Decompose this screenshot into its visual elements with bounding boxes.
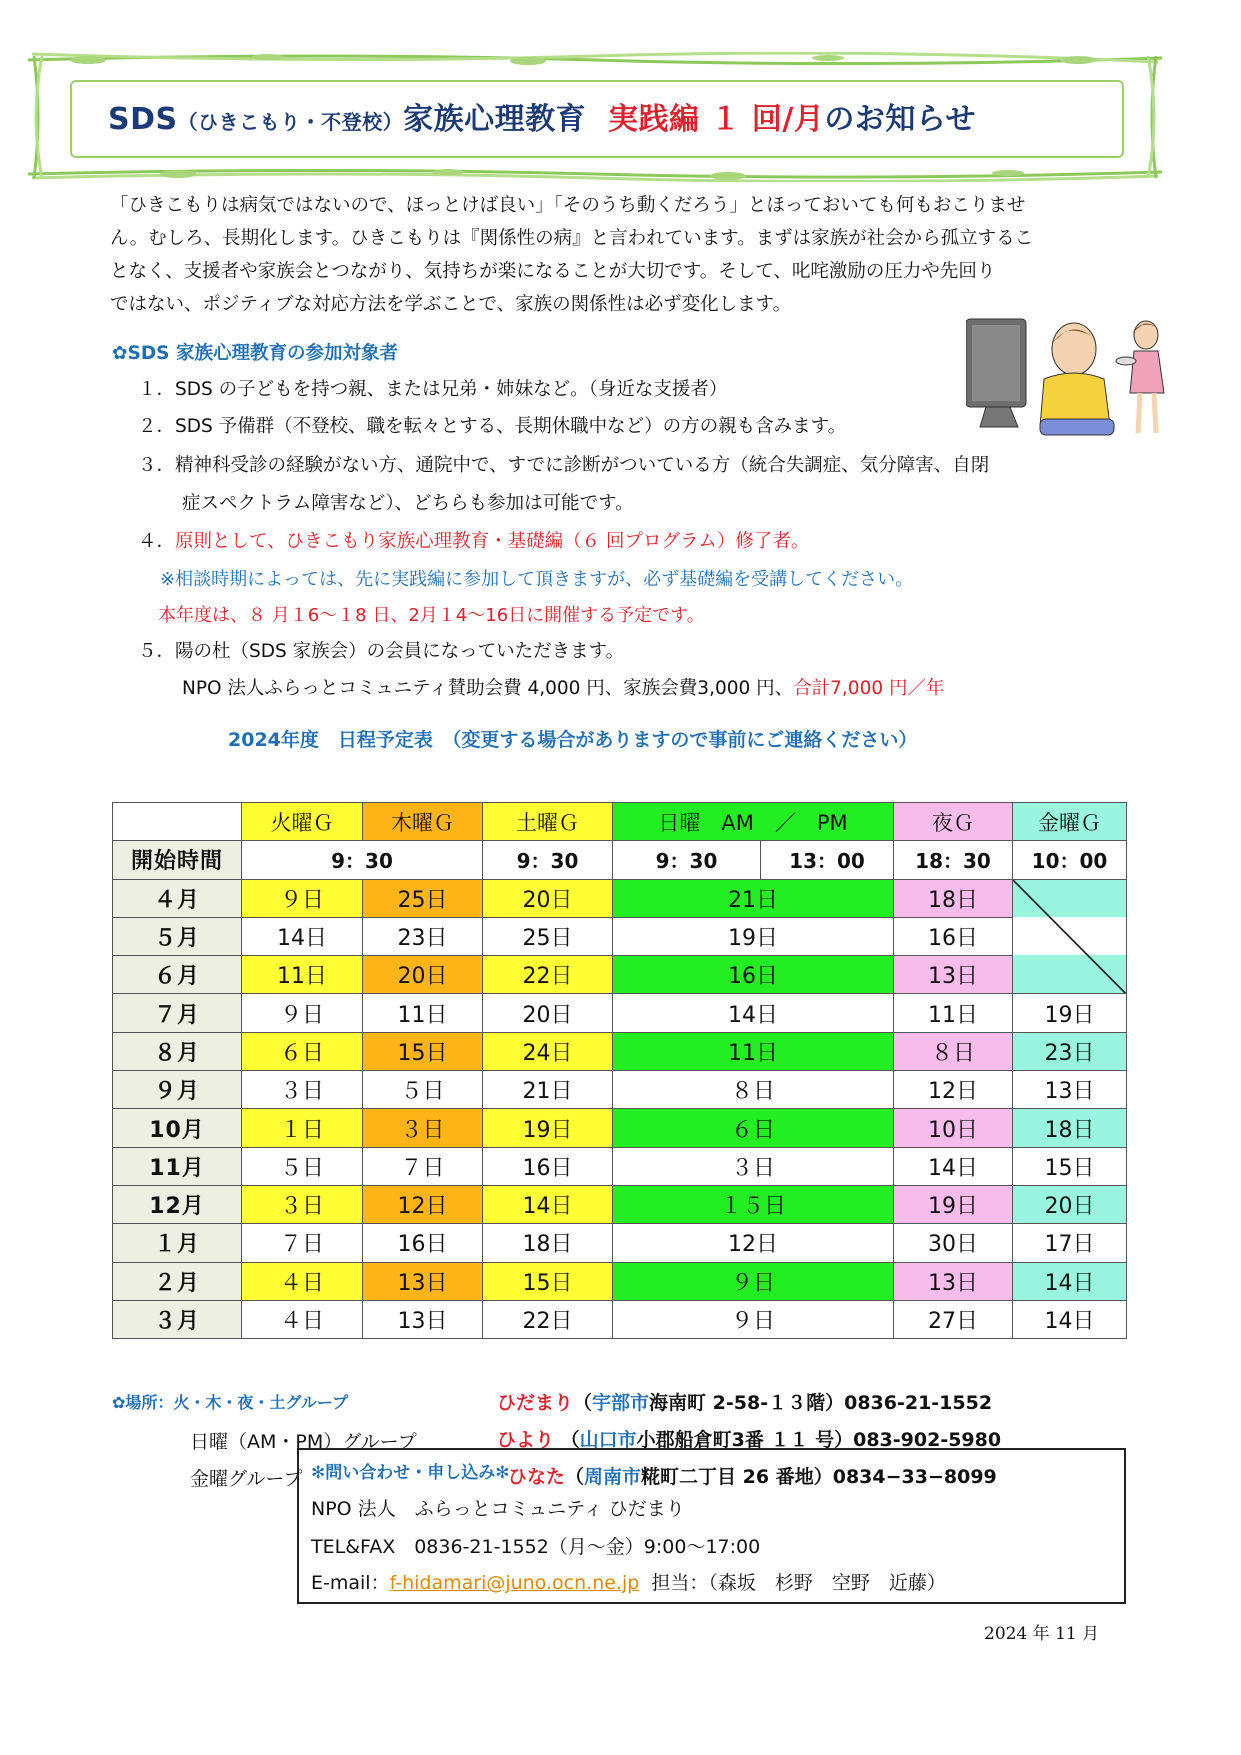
fri-date-cell: 14日	[1013, 1262, 1127, 1300]
tue-date-cell: ３日	[242, 1185, 363, 1223]
evening-date-cell: 10日	[894, 1109, 1013, 1147]
tue-date-cell: １日	[242, 1109, 363, 1147]
table-row	[113, 1147, 1127, 1185]
sun-date-cell: 11日	[613, 1032, 894, 1070]
month-cell: ４月	[113, 879, 242, 917]
month-cell: ２月	[113, 1262, 242, 1300]
target-item-2: ２．SDS 予備群（不登校、職を転々とする、長期休職中など）の方の親も含みます。	[138, 416, 847, 437]
table-row	[113, 1224, 1127, 1262]
month-cell: ９月	[113, 1071, 242, 1109]
sun-date-cell: 19日	[613, 917, 894, 955]
fri-date-cell: 23日	[1013, 1032, 1127, 1070]
month-cell: 12月	[113, 1185, 242, 1223]
tue-date-cell: ６日	[242, 1032, 363, 1070]
time-evening: 18：30	[894, 841, 1013, 879]
tue-date-cell: ９日	[242, 994, 363, 1032]
place-3-city: 周南市	[584, 1466, 642, 1488]
tue-date-cell: ５日	[242, 1147, 363, 1185]
evening-date-cell: ８日	[894, 1032, 1013, 1070]
schedule-title: 2024年度 日程予定表 （変更する場合がありますので事前にご連絡ください）	[228, 729, 918, 751]
thu-date-cell: 20日	[363, 956, 483, 994]
sat-date-cell: 19日	[483, 1109, 613, 1147]
thu-date-cell: 15日	[363, 1032, 483, 1070]
evening-date-cell: 30日	[894, 1224, 1013, 1262]
family-illustration	[966, 315, 1182, 443]
place-1-name: ひだまり	[497, 1392, 574, 1414]
month-cell: １月	[113, 1224, 242, 1262]
fee-text: NPO 法人ふらっとコミュニティ賛助会費 4,000 円、家族会費3,000 円、	[182, 678, 794, 699]
sat-date-cell: 20日	[483, 879, 613, 917]
issue-date: 2024 年 11 月	[984, 1624, 1100, 1644]
target-item-4-number: ４．	[138, 531, 176, 552]
place-3-name: ひなた	[508, 1466, 566, 1488]
sun-date-cell: ３日	[613, 1147, 894, 1185]
title-box	[70, 80, 1124, 158]
fri-date-cell: 17日	[1013, 1224, 1127, 1262]
target-item-1: １．SDS の子どもを持つ親、または兄弟・姉妹など。（身近な支援者）	[138, 379, 728, 400]
sun-date-cell: ９日	[613, 1262, 894, 1300]
tue-date-cell: 14日	[242, 917, 363, 955]
evening-date-cell: 19日	[894, 1185, 1013, 1223]
contact-staff: 担当：（森坂 杉野 空野 近藤）	[651, 1572, 946, 1594]
fri-date-cell: 14日	[1013, 1300, 1127, 1338]
title-notice: のお知らせ	[824, 102, 976, 137]
sat-date-cell: 22日	[483, 956, 613, 994]
thu-date-cell: 11日	[363, 994, 483, 1032]
target-item-5-fee	[182, 674, 945, 700]
thu-date-cell: 23日	[363, 917, 483, 955]
place-3-addr: 糀町二丁目 26 番地）0834−33−8099	[641, 1466, 997, 1488]
table-row	[113, 1071, 1127, 1109]
table-row	[113, 1109, 1127, 1147]
start-time-label: 開始時間	[113, 841, 242, 879]
sat-date-cell: 15日	[483, 1262, 613, 1300]
table-row	[113, 994, 1127, 1032]
sat-date-cell: 18日	[483, 1224, 613, 1262]
intro-line: ん。むしろ、長期化します。ひきこもりは『関係性の病』と言われています。まずは家族が社会から孤立するこ	[110, 228, 1034, 249]
table-header-row	[113, 803, 1127, 841]
fri-date-cell: 19日	[1013, 994, 1127, 1032]
table-row	[113, 879, 1127, 917]
place-2-addr: 小郡船倉町3番 １１ 号）083-902-5980	[636, 1429, 1002, 1451]
tue-date-cell: ７日	[242, 1224, 363, 1262]
sat-date-cell: 20日	[483, 994, 613, 1032]
header-sun: 日曜 AM ／ PM	[613, 803, 894, 841]
time-tue-thu: 9：30	[242, 841, 483, 879]
sun-date-cell: ９日	[613, 1300, 894, 1338]
page-title	[108, 94, 976, 138]
time-sun-am: 9：30	[613, 841, 761, 879]
target-heading: ✿SDS 家族心理教育の参加対象者	[112, 343, 398, 364]
intro-line: ではない、ポジティブな対応方法を学ぶことで、家族の関係性は必ず変化します。	[110, 294, 792, 315]
intro-paragraph	[110, 189, 1130, 321]
evening-date-cell: 13日	[894, 1262, 1013, 1300]
tue-date-cell: ３日	[242, 1071, 363, 1109]
sat-date-cell: 24日	[483, 1032, 613, 1070]
thu-date-cell: ５日	[363, 1071, 483, 1109]
evening-date-cell: 18日	[894, 879, 1013, 917]
place-1-addr: 海南町 2-58-１３階）0836-21-1552	[649, 1392, 993, 1414]
table-row	[113, 1032, 1127, 1070]
intro-line: となく、支援者や家族会とつながり、気持ちが楽になることが大切です。そして、叱咤激励の圧力や先回り	[110, 261, 996, 282]
header-evening: 夜Ｇ	[894, 803, 1013, 841]
place-3-address: ひなた（周南市糀町二丁目 26 番地）0834−33−8099	[508, 1466, 997, 1488]
target-item-4-year: 本年度は、８ 月１6～１8 日、2月１4～16日に開催する予定です。	[158, 605, 705, 626]
thu-date-cell: 13日	[363, 1262, 483, 1300]
contact-tel: TEL&FAX 0836-21-1552（月～金）9:00～17:00	[311, 1536, 761, 1558]
month-cell: ５月	[113, 917, 242, 955]
evening-date-cell: 14日	[894, 1147, 1013, 1185]
title-subtitle: （ひきこもり・不登校）	[177, 110, 404, 134]
title-frequency: １ 回/月	[710, 102, 825, 137]
fri-date-cell: 18日	[1013, 1109, 1127, 1147]
sat-date-cell: 16日	[483, 1147, 613, 1185]
corner-cell	[113, 803, 242, 841]
place-3-label: 金曜グループ	[190, 1468, 303, 1490]
table-row	[113, 956, 1127, 994]
places-heading: ✿場所：火・木・夜・土グループ	[112, 1393, 349, 1412]
title-practice: 実践編	[608, 102, 700, 137]
fri-not-held-cell	[1013, 879, 1127, 994]
place-2-address: ひより （山口市小郡船倉町3番 １１ 号）083-902-5980	[497, 1429, 1002, 1451]
time-sun-pm: 13：00	[761, 841, 894, 879]
month-cell: ８月	[113, 1032, 242, 1070]
target-item-4-text: 原則として、ひきこもり家族心理教育・基礎編（６ 回プログラム）修了者。	[175, 531, 810, 552]
target-item-4	[138, 527, 809, 553]
fee-total: 合計7,000 円／年	[793, 678, 945, 699]
tue-date-cell: ４日	[242, 1262, 363, 1300]
contact-box	[297, 1448, 1126, 1604]
target-item-3-cont: 症スペクトラム障害など）、どちらも参加は可能です。	[182, 493, 634, 514]
sun-date-cell: 12日	[613, 1224, 894, 1262]
header-thu: 木曜Ｇ	[363, 803, 483, 841]
fri-date-cell: 13日	[1013, 1071, 1127, 1109]
table-row	[113, 1300, 1127, 1338]
contact-org: NPO 法人 ふらっとコミュニティ ひだまり	[311, 1498, 685, 1520]
evening-date-cell: 11日	[894, 994, 1013, 1032]
sat-date-cell: 22日	[483, 1300, 613, 1338]
intro-line: 「ひきこもりは病気ではないので、ほっとけば良い」「そのうち動くだろう」とほっておいても何もおこりませ	[110, 195, 1026, 216]
sun-date-cell: ８日	[613, 1071, 894, 1109]
time-fri: 10：00	[1013, 841, 1127, 879]
tue-date-cell: ９日	[242, 879, 363, 917]
sun-date-cell: ６日	[613, 1109, 894, 1147]
place-2-name: ひより	[497, 1429, 555, 1451]
table-row	[113, 917, 1127, 955]
evening-date-cell: 27日	[894, 1300, 1013, 1338]
place-1-city: 宇部市	[592, 1392, 650, 1414]
email-label: E-mail：	[311, 1572, 390, 1594]
place-1-address: ひだまり（宇部市海南町 2-58-１３階）0836-21-1552	[497, 1392, 993, 1414]
contact-heading: ✻問い合わせ・申し込み✻	[311, 1463, 510, 1483]
thu-date-cell: ７日	[363, 1147, 483, 1185]
table-time-row	[113, 841, 1127, 879]
evening-date-cell: 16日	[894, 917, 1013, 955]
table-row	[113, 1185, 1127, 1223]
thu-date-cell: 25日	[363, 879, 483, 917]
target-item-3: ３．精神科受診の経験がない方、通院中で、すでに診断がついている方（統合失調症、気分障害、自閉	[138, 455, 990, 476]
month-cell: ７月	[113, 994, 242, 1032]
title-sds: SDS	[108, 102, 178, 137]
fri-date-cell: 15日	[1013, 1147, 1127, 1185]
sun-date-cell: 16日	[613, 956, 894, 994]
header-fri: 金曜Ｇ	[1013, 803, 1127, 841]
header-sat: 土曜Ｇ	[483, 803, 613, 841]
sun-date-cell: 21日	[613, 879, 894, 917]
thu-date-cell: 16日	[363, 1224, 483, 1262]
sat-date-cell: 14日	[483, 1185, 613, 1223]
place-row-1	[112, 1390, 348, 1413]
tue-date-cell: 11日	[242, 956, 363, 994]
title-main: 家族心理教育	[403, 102, 587, 137]
sat-date-cell: 21日	[483, 1071, 613, 1109]
tue-date-cell: ４日	[242, 1300, 363, 1338]
month-cell: 11月	[113, 1147, 242, 1185]
target-item-5: ５．陽の杜（SDS 家族会）の会員になっていただきます。	[138, 641, 625, 662]
thu-date-cell: 13日	[363, 1300, 483, 1338]
time-sat: 9：30	[483, 841, 613, 879]
fri-date-cell: 20日	[1013, 1185, 1127, 1223]
target-item-4-note: ※相談時期によっては、先に実践編に参加して頂きますが、必ず基礎編を受講してください。	[160, 569, 914, 590]
thu-date-cell: ３日	[363, 1109, 483, 1147]
table-row	[113, 1262, 1127, 1300]
contact-email-row	[311, 1568, 946, 1595]
evening-date-cell: 13日	[894, 956, 1013, 994]
evening-date-cell: 12日	[894, 1071, 1013, 1109]
schedule-table	[112, 802, 1127, 1339]
sun-date-cell: １５日	[613, 1185, 894, 1223]
sun-date-cell: 14日	[613, 994, 894, 1032]
month-cell: 10月	[113, 1109, 242, 1147]
month-cell: ３月	[113, 1300, 242, 1338]
place-2-label: 日曜（AM・PM）グループ	[190, 1431, 417, 1453]
month-cell: ６月	[113, 956, 242, 994]
diagonal-slash	[1013, 880, 1126, 994]
thu-date-cell: 12日	[363, 1185, 483, 1223]
sat-date-cell: 25日	[483, 917, 613, 955]
email-link[interactable]: f-hidamari@juno.ocn.ne.jp	[389, 1572, 640, 1594]
header-tue: 火曜Ｇ	[242, 803, 363, 841]
place-2-city: 山口市	[579, 1429, 637, 1451]
schedule-body	[113, 879, 1127, 1339]
